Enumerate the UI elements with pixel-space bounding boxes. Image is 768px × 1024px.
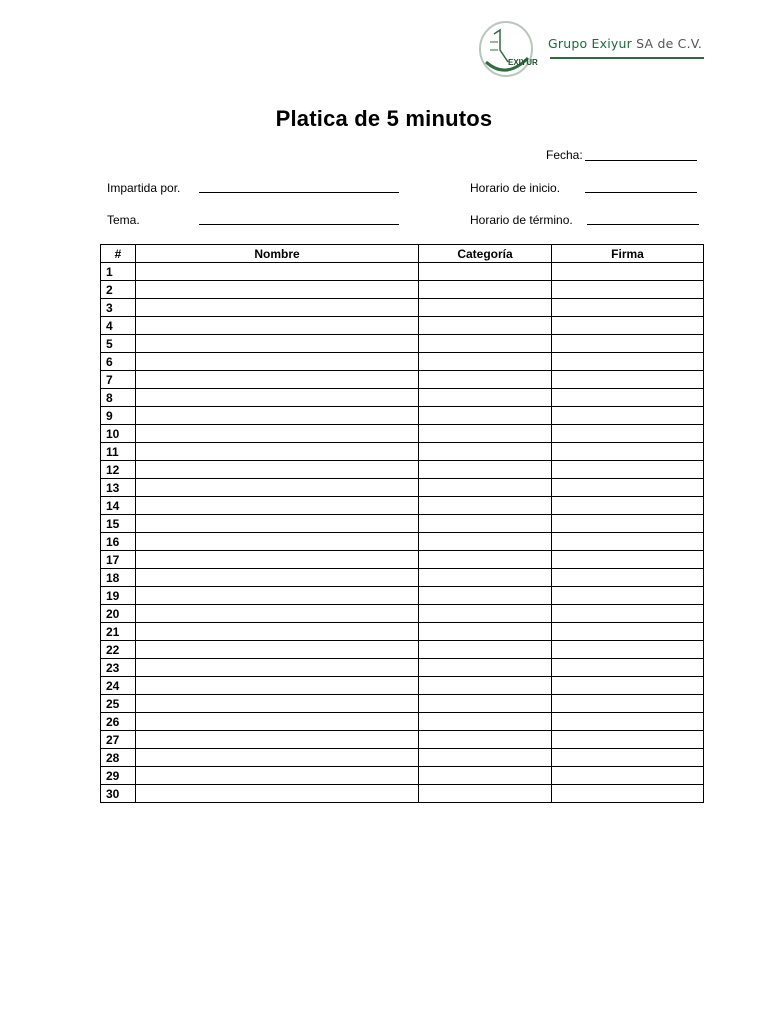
- row-number: 18: [101, 569, 136, 587]
- row-number: 22: [101, 641, 136, 659]
- nombre-cell[interactable]: [136, 497, 419, 515]
- row-number: 19: [101, 587, 136, 605]
- row-number: 14: [101, 497, 136, 515]
- table-row: [101, 659, 704, 677]
- table-row: [101, 479, 704, 497]
- row-number: 25: [101, 695, 136, 713]
- categoria-cell[interactable]: [419, 335, 552, 353]
- firma-cell[interactable]: [552, 551, 704, 569]
- nombre-cell[interactable]: [136, 281, 419, 299]
- col-header-categoria: Categoría: [419, 245, 552, 263]
- row-number: 2: [101, 281, 136, 299]
- table-row: [101, 713, 704, 731]
- row-number: 27: [101, 731, 136, 749]
- firma-cell[interactable]: [552, 749, 704, 767]
- firma-cell[interactable]: [552, 353, 704, 371]
- table-row: [101, 731, 704, 749]
- categoria-cell[interactable]: [419, 425, 552, 443]
- table-row: [101, 785, 704, 803]
- impartida-label: Impartida por.: [107, 181, 181, 195]
- categoria-cell[interactable]: [419, 479, 552, 497]
- nombre-cell[interactable]: [136, 317, 419, 335]
- company-logo-icon: [478, 20, 538, 78]
- firma-cell[interactable]: [552, 425, 704, 443]
- row-number: 5: [101, 335, 136, 353]
- nombre-cell[interactable]: [136, 713, 419, 731]
- nombre-cell[interactable]: [136, 569, 419, 587]
- firma-cell[interactable]: [552, 371, 704, 389]
- row-number: 11: [101, 443, 136, 461]
- categoria-cell[interactable]: [419, 731, 552, 749]
- company-name-part2: Exiyur: [591, 36, 632, 51]
- row-number: 21: [101, 623, 136, 641]
- firma-cell[interactable]: [552, 263, 704, 281]
- row-number: 28: [101, 749, 136, 767]
- table-row: [101, 515, 704, 533]
- nombre-cell[interactable]: [136, 353, 419, 371]
- nombre-cell[interactable]: [136, 515, 419, 533]
- col-header-firma: Firma: [552, 245, 704, 263]
- firma-cell[interactable]: [552, 623, 704, 641]
- inicio-label: Horario de inicio.: [470, 181, 561, 195]
- nombre-cell[interactable]: [136, 659, 419, 677]
- categoria-cell[interactable]: [419, 569, 552, 587]
- firma-cell[interactable]: [552, 497, 704, 515]
- nombre-cell[interactable]: [136, 695, 419, 713]
- firma-cell[interactable]: [552, 299, 704, 317]
- row-number: 3: [101, 299, 136, 317]
- categoria-cell[interactable]: [419, 353, 552, 371]
- fecha-field[interactable]: [585, 160, 697, 161]
- nombre-cell[interactable]: [136, 731, 419, 749]
- company-name-part1: Grupo: [548, 36, 588, 51]
- nombre-cell[interactable]: [136, 533, 419, 551]
- inicio-field[interactable]: [585, 192, 697, 193]
- nombre-cell[interactable]: [136, 551, 419, 569]
- row-number: 1: [101, 263, 136, 281]
- nombre-cell[interactable]: [136, 335, 419, 353]
- table-row: [101, 695, 704, 713]
- table-row: [101, 353, 704, 371]
- table-row: [101, 677, 704, 695]
- table-row: [101, 443, 704, 461]
- firma-cell[interactable]: [552, 317, 704, 335]
- nombre-cell[interactable]: [136, 767, 419, 785]
- logo-mark-text: EXIYUR: [508, 58, 538, 67]
- row-number: 4: [101, 317, 136, 335]
- table-row: [101, 461, 704, 479]
- firma-cell[interactable]: [552, 407, 704, 425]
- categoria-cell[interactable]: [419, 281, 552, 299]
- firma-cell[interactable]: [552, 713, 704, 731]
- nombre-cell[interactable]: [136, 677, 419, 695]
- nombre-cell[interactable]: [136, 587, 419, 605]
- table-row: [101, 569, 704, 587]
- table-row: [101, 317, 704, 335]
- table-row: [101, 551, 704, 569]
- firma-cell[interactable]: [552, 731, 704, 749]
- firma-cell[interactable]: [552, 533, 704, 551]
- row-number: 7: [101, 371, 136, 389]
- page-title: Platica de 5 minutos: [275, 106, 493, 131]
- categoria-cell[interactable]: [419, 443, 552, 461]
- row-number: 29: [101, 767, 136, 785]
- row-number: 8: [101, 389, 136, 407]
- firma-cell[interactable]: [552, 677, 704, 695]
- firma-cell[interactable]: [552, 767, 704, 785]
- row-number: 23: [101, 659, 136, 677]
- categoria-cell[interactable]: [419, 767, 552, 785]
- row-number: 15: [101, 515, 136, 533]
- firma-cell[interactable]: [552, 443, 704, 461]
- firma-cell[interactable]: [552, 605, 704, 623]
- row-number: 17: [101, 551, 136, 569]
- table-row: [101, 407, 704, 425]
- table-row: [101, 299, 704, 317]
- firma-cell[interactable]: [552, 281, 704, 299]
- categoria-cell[interactable]: [419, 497, 552, 515]
- col-header-nombre: Nombre: [136, 245, 419, 263]
- fecha-label: Fecha:: [546, 148, 583, 162]
- categoria-cell[interactable]: [419, 749, 552, 767]
- nombre-cell[interactable]: [136, 407, 419, 425]
- categoria-cell[interactable]: [419, 389, 552, 407]
- nombre-cell[interactable]: [136, 641, 419, 659]
- categoria-cell[interactable]: [419, 659, 552, 677]
- categoria-cell[interactable]: [419, 407, 552, 425]
- categoria-cell[interactable]: [419, 317, 552, 335]
- row-number: 16: [101, 533, 136, 551]
- table-row: [101, 425, 704, 443]
- row-number: 26: [101, 713, 136, 731]
- categoria-cell[interactable]: [419, 533, 552, 551]
- categoria-cell[interactable]: [419, 587, 552, 605]
- table-row: [101, 497, 704, 515]
- nombre-cell[interactable]: [136, 785, 419, 803]
- table-row: [101, 335, 704, 353]
- categoria-cell[interactable]: [419, 551, 552, 569]
- termino-label: Horario de término.: [470, 213, 573, 227]
- firma-cell[interactable]: [552, 515, 704, 533]
- row-number: 12: [101, 461, 136, 479]
- categoria-cell[interactable]: [419, 263, 552, 281]
- company-name-part3: SA de C.V.: [636, 36, 703, 51]
- attendance-table: [100, 244, 704, 803]
- categoria-cell[interactable]: [419, 515, 552, 533]
- row-number: 30: [101, 785, 136, 803]
- categoria-cell[interactable]: [419, 695, 552, 713]
- table-row: [101, 389, 704, 407]
- termino-field[interactable]: [587, 224, 699, 225]
- table-row: [101, 641, 704, 659]
- nombre-cell[interactable]: [136, 263, 419, 281]
- table-row: [101, 533, 704, 551]
- impartida-field[interactable]: [199, 192, 399, 193]
- categoria-cell[interactable]: [419, 461, 552, 479]
- nombre-cell[interactable]: [136, 605, 419, 623]
- nombre-cell[interactable]: [136, 479, 419, 497]
- categoria-cell[interactable]: [419, 605, 552, 623]
- table-row: [101, 605, 704, 623]
- row-number: 20: [101, 605, 136, 623]
- nombre-cell[interactable]: [136, 299, 419, 317]
- logo-rule: [550, 57, 704, 59]
- nombre-cell[interactable]: [136, 389, 419, 407]
- col-header-number: #: [101, 245, 136, 263]
- firma-cell[interactable]: [552, 461, 704, 479]
- table-row: [101, 587, 704, 605]
- row-number: 13: [101, 479, 136, 497]
- table-header-row: [101, 245, 704, 263]
- nombre-cell[interactable]: [136, 425, 419, 443]
- table-row: [101, 371, 704, 389]
- firma-cell[interactable]: [552, 641, 704, 659]
- table-row: [101, 749, 704, 767]
- table-row: [101, 263, 704, 281]
- firma-cell[interactable]: [552, 785, 704, 803]
- categoria-cell[interactable]: [419, 785, 552, 803]
- company-name: [548, 36, 706, 51]
- nombre-cell[interactable]: [136, 749, 419, 767]
- firma-cell[interactable]: [552, 695, 704, 713]
- firma-cell[interactable]: [552, 587, 704, 605]
- row-number: 9: [101, 407, 136, 425]
- firma-cell[interactable]: [552, 479, 704, 497]
- categoria-cell[interactable]: [419, 713, 552, 731]
- categoria-cell[interactable]: [419, 299, 552, 317]
- table-row: [101, 281, 704, 299]
- firma-cell[interactable]: [552, 569, 704, 587]
- categoria-cell[interactable]: [419, 677, 552, 695]
- nombre-cell[interactable]: [136, 623, 419, 641]
- categoria-cell[interactable]: [419, 641, 552, 659]
- nombre-cell[interactable]: [136, 443, 419, 461]
- row-number: 6: [101, 353, 136, 371]
- firma-cell[interactable]: [552, 335, 704, 353]
- row-number: 24: [101, 677, 136, 695]
- nombre-cell[interactable]: [136, 371, 419, 389]
- firma-cell[interactable]: [552, 659, 704, 677]
- nombre-cell[interactable]: [136, 461, 419, 479]
- firma-cell[interactable]: [552, 389, 704, 407]
- tema-label: Tema.: [107, 213, 140, 227]
- table-row: [101, 623, 704, 641]
- tema-field[interactable]: [199, 224, 399, 225]
- categoria-cell[interactable]: [419, 371, 552, 389]
- row-number: 10: [101, 425, 136, 443]
- table-row: [101, 767, 704, 785]
- categoria-cell[interactable]: [419, 623, 552, 641]
